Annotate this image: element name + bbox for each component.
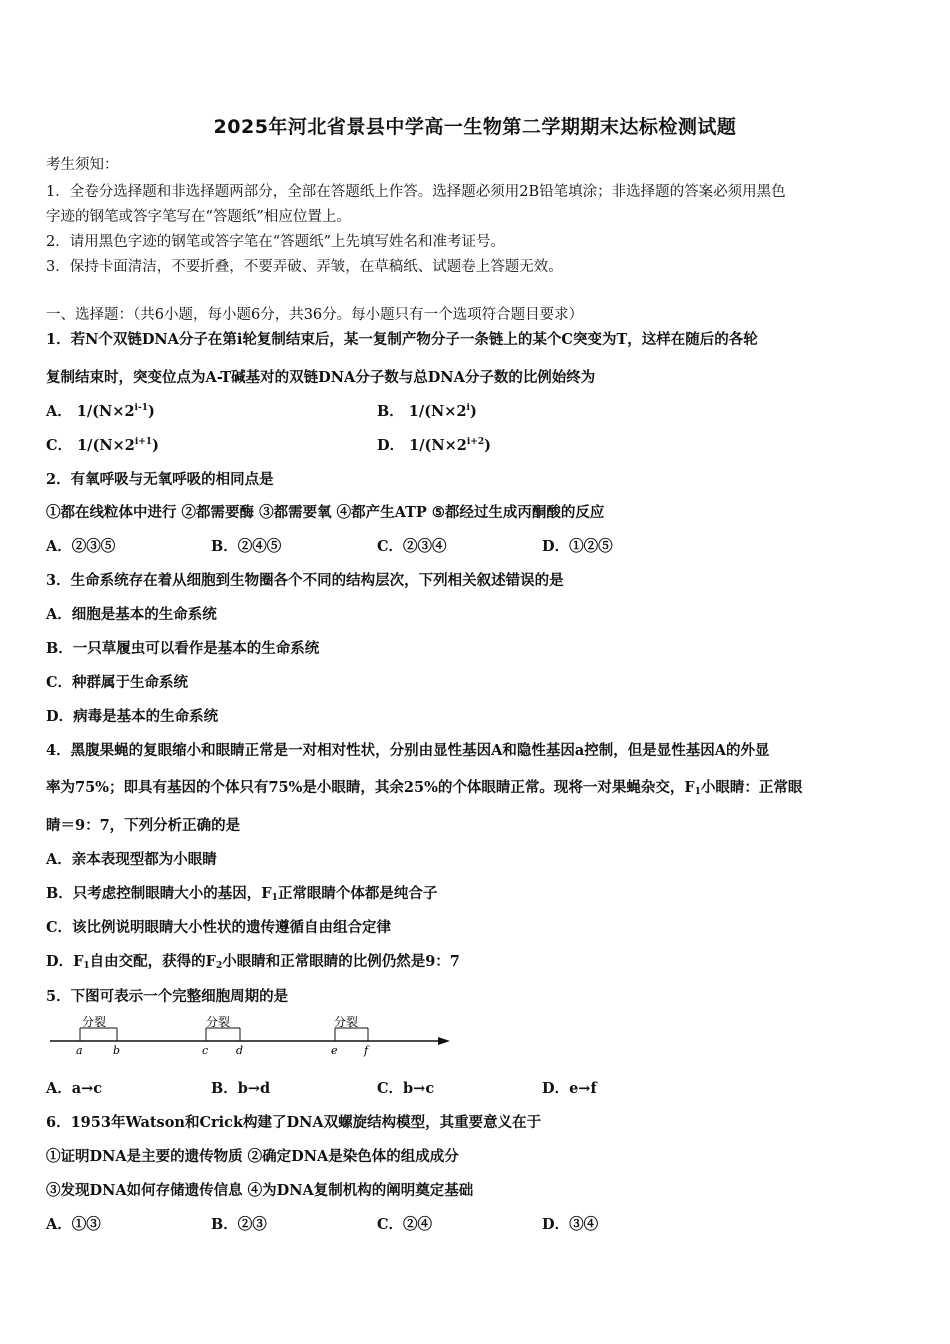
q6-items-2: ③发现DNA如何存储遗传信息 ④为DNA复制机构的阐明奠定基础: [46, 1182, 474, 1199]
q2-items: ①都在线粒体中进行 ②都需要酶 ③都需要氧 ④都产生ATP ⑤都经过生成丙酮酸的反应: [46, 504, 605, 521]
q3-option-b: B．一只草履虫可以看作是基本的生命系统: [46, 640, 320, 657]
q1-option-b: B． $1/(N\times 2^i)$: [377, 403, 477, 420]
q4-stem-line2: 率为75%；即具有基因的个体只有75%是小眼睛，其余25%的个体眼睛正常。现将一对果蝇杂交，$F_1$小眼睛：正常眼: [46, 779, 803, 797]
q1-stem-line1: 1．若N个双链DNA分子在第i轮复制结束后，某一复制产物分子一条链上的某个C突变为T，这样在随后的各轮: [46, 331, 758, 348]
q4-stem-line3: 睛＝9：7，下列分析正确的是: [46, 817, 241, 834]
q1-option-d: D． $1/(N\times 2^{i+2})$: [377, 437, 491, 454]
q3-option-d: D．病毒是基本的生命系统: [46, 708, 219, 725]
division-label-3: 分裂: [334, 1016, 359, 1029]
point-a: a: [76, 1044, 83, 1057]
q2-option-c: C．②③④: [377, 538, 447, 555]
division-label-1: 分裂: [82, 1016, 107, 1029]
q1-option-a: A． $1/(N\times 2^{i-1})$: [46, 403, 155, 420]
q5-option-b: B．b→d: [211, 1080, 271, 1097]
q4-option-d: D．$F_1$自由交配，获得的$F_2$小眼睛和正常眼睛的比例仍然是9：7: [46, 953, 460, 971]
q5-option-d: D．e→f: [542, 1080, 597, 1097]
notice-item-2: 2．请用黑色字迹的钢笔或答字笔在“答题纸”上先填写姓名和准考证号。: [46, 234, 506, 250]
q4-option-b: B．只考虑控制眼睛大小的基因，$F_1$正常眼睛个体都是纯合子: [46, 885, 438, 903]
q2-option-b: B．②④⑤: [211, 538, 282, 555]
section-heading: 一、选择题：（共6小题，每小题6分，共36分。每小题只有一个选项符合题目要求）: [46, 307, 584, 323]
notice-item-1a: 1．全卷分选择题和非选择题两部分，全部在答题纸上作答。选择题必须用2B铅笔填涂；非选择题的答案必须用黑色: [46, 184, 786, 200]
q2-option-a: A．②③⑤: [46, 538, 116, 555]
point-f: f: [364, 1044, 369, 1057]
q5-option-c: C．b→c: [377, 1080, 435, 1097]
q2-option-d: D．①②⑤: [542, 538, 613, 555]
q6-option-d: D．③④: [542, 1216, 599, 1233]
q6-stem: 6．1953年Watson和Crick构建了DNA双螺旋结构模型，其重要意义在于: [46, 1114, 542, 1131]
q5-stem: 5．下图可表示一个完整细胞周期的是: [46, 988, 289, 1005]
q4-option-a: A．亲本表现型都为小眼睛: [46, 851, 217, 868]
timeline-arrowhead: [438, 1037, 450, 1045]
q6-option-b: B．②③: [211, 1216, 267, 1233]
q4-stem-line1: 4．黑腹果蝇的复眼缩小和眼睛正常是一对相对性状，分别由显性基因A和隐性基因a控制，但是显性基因A的外显: [46, 742, 770, 759]
division-label-2: 分裂: [206, 1016, 231, 1029]
q2-stem: 2．有氧呼吸与无氧呼吸的相同点是: [46, 471, 274, 488]
point-b: b: [113, 1044, 121, 1057]
q1-stem-line2: 复制结束时，突变位点为A-T碱基对的双链DNA分子数与总DNA分子数的比例始终为: [46, 369, 596, 386]
page-title: 2025年河北省景县中学高一生物第二学期期末达标检测试题: [213, 116, 737, 138]
cell-cycle-diagram: [46, 1016, 456, 1060]
q3-option-a: A．细胞是基本的生命系统: [46, 606, 217, 623]
q6-option-c: C．②④: [377, 1216, 433, 1233]
point-c: c: [202, 1044, 209, 1057]
q5-option-a: A．a→c: [46, 1080, 103, 1097]
notice-heading: 考生须知：: [46, 157, 119, 173]
q3-option-c: C．种群属于生命系统: [46, 674, 189, 691]
notice-item-3: 3．保持卡面清洁，不要折叠，不要弄破、弄皱，在草稿纸、试题卷上答题无效。: [46, 259, 563, 275]
q4-option-c: C．该比例说明眼睛大小性状的遗传遵循自由组合定律: [46, 919, 392, 936]
point-e: e: [331, 1044, 338, 1057]
q6-items-1: ①证明DNA是主要的遗传物质 ②确定DNA是染色体的组成成分: [46, 1148, 459, 1165]
q1-option-c: C． $1/(N\times 2^{i+1})$: [46, 437, 159, 454]
q3-stem: 3．生命系统存在着从细胞到生物圈各个不同的结构层次，下列相关叙述错误的是: [46, 572, 564, 589]
point-d: d: [236, 1044, 244, 1057]
q6-option-a: A．①③: [46, 1216, 101, 1233]
notice-item-1b: 字迹的钢笔或答字笔写在“答题纸”相应位置上。: [46, 209, 351, 225]
